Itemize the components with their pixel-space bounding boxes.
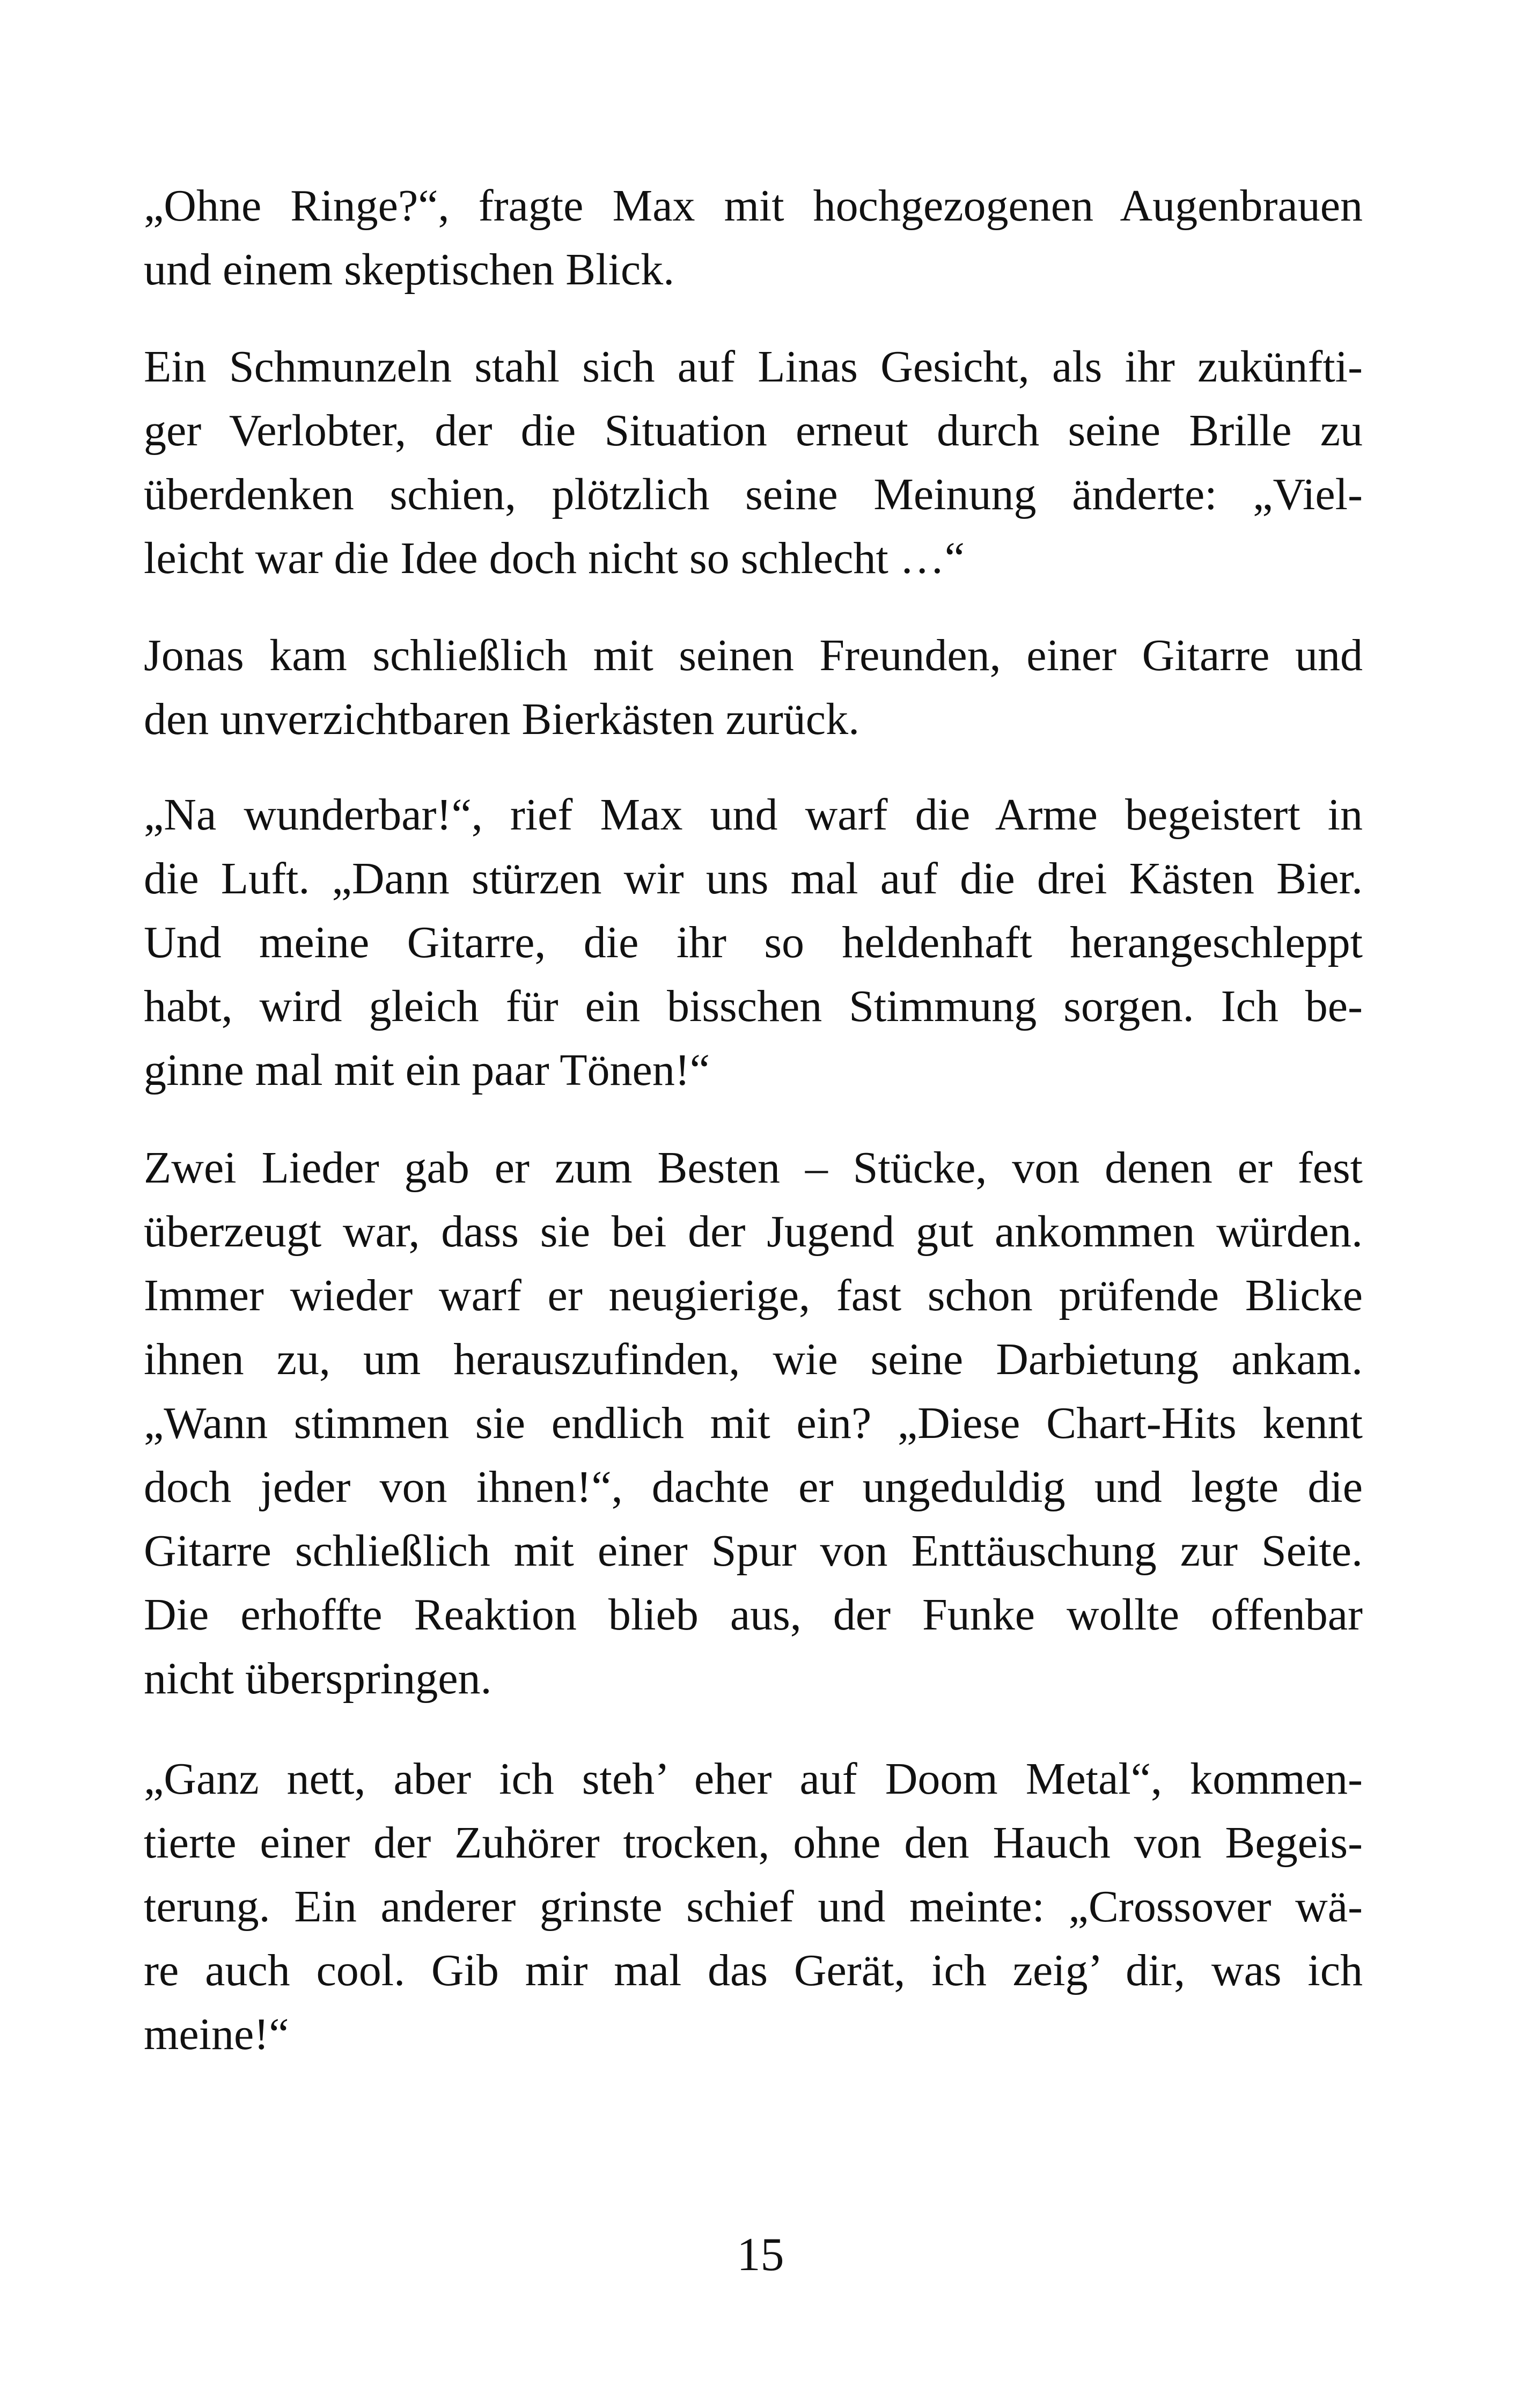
text-line: nicht überspringen.: [144, 1654, 492, 1704]
text-line: ginne mal mit ein paar Tönen!“: [144, 1045, 710, 1095]
text-line: überzeugt war, dass sie bei der Jugend gut ankommen würden.: [144, 1207, 1363, 1257]
text-line: „Ohne Ringe?“, fragte Max mit hochgezogenen Augenbrauen: [144, 181, 1363, 231]
text-line: „Ganz nett, aber ich steh’ eher auf Doom Metal“, kommen-: [144, 1754, 1363, 1804]
text-line: die Luft. „Dann stürzen wir uns mal auf die drei Kästen Bier.: [144, 854, 1363, 904]
paragraph-1: [144, 174, 1363, 302]
paragraph-3: [144, 623, 1363, 751]
text-line: überdenken schien, plötzlich seine Meinung änderte: „Viel-: [144, 469, 1363, 519]
text-line: Und meine Gitarre, die ihr so heldenhaft herangeschleppt: [144, 917, 1363, 967]
text-line: ger Verlobter, der die Situation erneut durch seine Brille zu: [144, 406, 1363, 456]
text-line: meine!“: [144, 2009, 289, 2059]
paragraph-6: [144, 1747, 1363, 2066]
paragraph-4: [144, 783, 1363, 1102]
text-line: ihnen zu, um herauszufinden, wie seine Darbietung ankam.: [144, 1334, 1363, 1384]
text-line: terung. Ein anderer grinste schief und meinte: „Crossover wä-: [144, 1882, 1363, 1932]
book-page: [144, 0, 1363, 2408]
text-line: Die erhoffte Reaktion blieb aus, der Funke wollte offenbar: [144, 1590, 1363, 1640]
text-line: leicht war die Idee doch nicht so schlecht …“: [144, 533, 965, 583]
text-line: Jonas kam schließlich mit seinen Freunden, einer Gitarre und: [144, 630, 1363, 680]
text-line: re auch cool. Gib mir mal das Gerät, ich zeig’ dir, was ich: [144, 1946, 1363, 1995]
text-line: Gitarre schließlich mit einer Spur von Enttäuschung zur Seite.: [144, 1526, 1363, 1576]
text-line: „Wann stimmen sie endlich mit ein? „Diese Chart-Hits kennt: [144, 1398, 1363, 1448]
page-number: 15: [737, 2229, 784, 2281]
text-line: Immer wieder warf er neugierige, fast schon prüfende Blicke: [144, 1271, 1363, 1320]
text-line: doch jeder von ihnen!“, dachte er ungeduldig und legte die: [144, 1462, 1363, 1512]
text-line: Zwei Lieder gab er zum Besten – Stücke, von denen er fest: [144, 1143, 1363, 1193]
text-line: tierte einer der Zuhörer trocken, ohne den Hauch von Begeis-: [144, 1818, 1363, 1868]
text-line: den unverzichtbaren Bierkästen zurück.: [144, 694, 860, 744]
text-line: habt, wird gleich für ein bisschen Stimmung sorgen. Ich be-: [144, 981, 1363, 1031]
paragraph-5: [144, 1136, 1363, 1710]
text-line: Ein Schmunzeln stahl sich auf Linas Gesicht, als ihr zukünfti-: [144, 342, 1363, 392]
text-line: und einem skeptischen Blick.: [144, 245, 675, 295]
text-line: „Na wunderbar!“, rief Max und warf die Arme begeistert in: [144, 790, 1363, 840]
paragraph-2: [144, 335, 1363, 590]
